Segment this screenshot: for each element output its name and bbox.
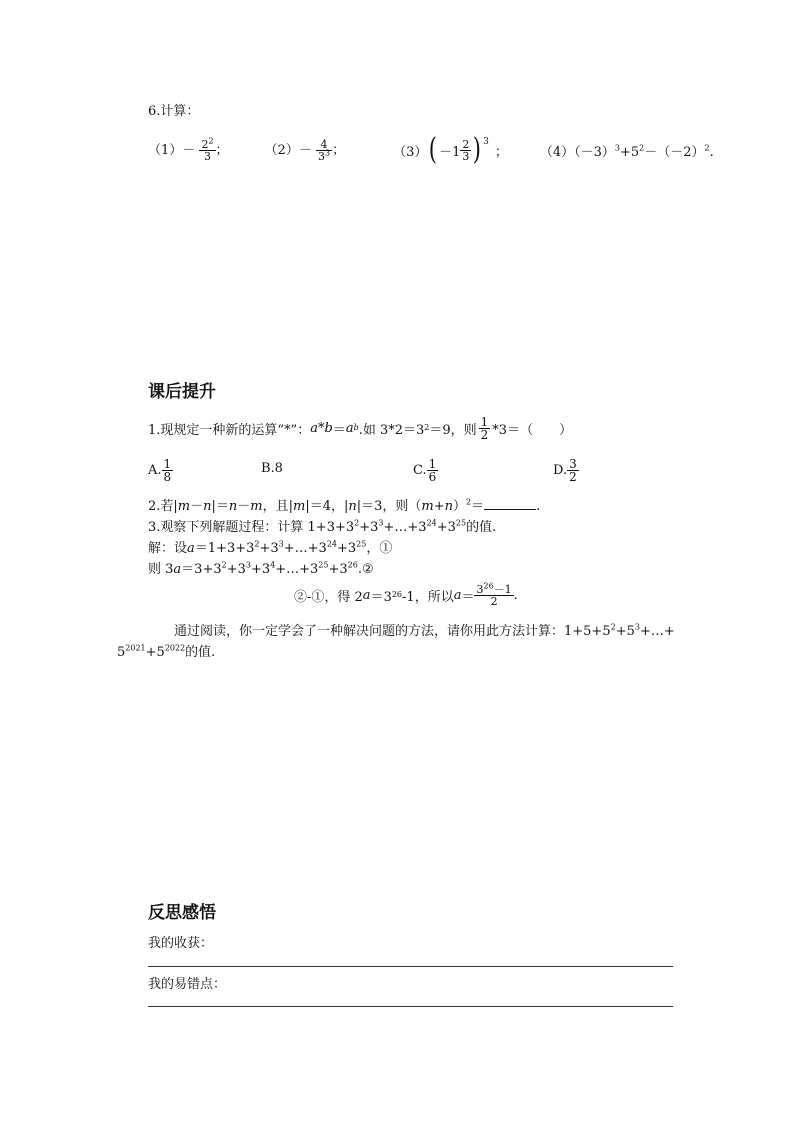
- part-4-label: （4）: [539, 144, 575, 160]
- section-heading-after-class: 课后提升: [148, 382, 216, 402]
- q2-text: ）: [453, 499, 467, 514]
- q1-option-c: [413, 455, 438, 485]
- q3-text: +…+3: [275, 562, 319, 577]
- q1-lead: 1.现规定一种新的运算“*”：: [148, 422, 311, 438]
- problem-6-title: 6.计算：: [148, 104, 200, 119]
- semicolon: ；: [215, 142, 229, 158]
- plus-sign: +: [433, 499, 445, 514]
- fraction-2: [316, 139, 332, 162]
- option-fraction: [162, 458, 174, 483]
- part-3-label: （3）: [393, 144, 428, 160]
- semicolon: ；: [494, 144, 508, 160]
- left-paren: (: [429, 132, 438, 167]
- q1-fraction: [479, 416, 491, 441]
- q3-text: 通过阅读，你一定学会了一种解决问题的方法，请你用此方法计算：1+5+5: [174, 624, 611, 639]
- var-n: n: [348, 499, 357, 514]
- part-4: [540, 141, 714, 160]
- q1-tail: *3＝（ ）: [492, 422, 573, 438]
- power-exponent: 3: [483, 137, 489, 147]
- option-label: D.: [553, 462, 568, 478]
- denominator-exponent: 3: [324, 147, 331, 157]
- numerator-base: 3: [476, 582, 484, 596]
- var-a: a: [173, 562, 182, 577]
- var-n: n: [444, 499, 454, 514]
- var-a: a: [345, 420, 354, 436]
- q3-text: 解：设: [148, 541, 188, 556]
- numerator: 1: [428, 456, 437, 471]
- period: .: [513, 587, 518, 603]
- q3-text: 3.观察下列解题过程：计算 1+3+3: [148, 520, 355, 535]
- exponent: 26: [347, 560, 358, 570]
- q2-text: 2.若|: [148, 499, 178, 514]
- semicolon: ；: [332, 142, 346, 158]
- denominator: 3: [462, 149, 470, 163]
- var-n: n: [203, 499, 212, 514]
- var-m: m: [177, 499, 191, 514]
- q1-example-end: ＝9，则: [429, 422, 477, 438]
- q2-text: |＝: [211, 499, 229, 514]
- q3-line-2: [148, 537, 392, 556]
- q2-text: ，且|: [262, 499, 294, 514]
- exponent: 2: [254, 539, 260, 549]
- exponent-c: 2: [704, 143, 710, 153]
- exponent: 2: [221, 560, 227, 570]
- q3-text: +3: [436, 520, 456, 535]
- q3-text: +…+3: [383, 520, 427, 535]
- numerator-exponent: 2: [208, 135, 214, 145]
- var-m: m: [250, 499, 263, 514]
- term-b: +5: [620, 144, 640, 160]
- var-n: n: [228, 499, 238, 514]
- q3-text: 5: [117, 645, 126, 660]
- q3-text: +3: [259, 541, 279, 556]
- numerator: 1: [480, 414, 489, 429]
- fraction-3: [460, 139, 471, 162]
- exponent: 25: [356, 539, 367, 549]
- section-heading-reflection: 反思感悟: [148, 903, 216, 923]
- exponent: 3: [378, 518, 384, 528]
- exponent: 2022: [164, 643, 186, 653]
- denominator: 2: [569, 469, 577, 484]
- error-answer-line[interactable]: [148, 1006, 673, 1007]
- period: .: [536, 499, 541, 514]
- minus-sign: －: [298, 142, 312, 158]
- var-a: a: [310, 420, 318, 436]
- numerator: 2: [462, 137, 470, 151]
- gain-label: 我的收获：: [148, 936, 214, 951]
- exponent: 2: [466, 497, 472, 507]
- denominator: 3: [203, 149, 211, 163]
- equals: ＝: [471, 499, 485, 514]
- exponent: 3: [278, 539, 284, 549]
- q1-option-a: [148, 455, 173, 485]
- q3-text: 的值.: [185, 645, 216, 660]
- q1-option-b: [261, 461, 283, 476]
- exponent: 4: [270, 560, 276, 570]
- part-3: [393, 132, 508, 167]
- q3-text: ＝3: [370, 589, 392, 605]
- exponent: 3: [245, 560, 251, 570]
- q3-text: -1，所以: [402, 589, 454, 605]
- denominator: 8: [163, 469, 172, 484]
- problem-6-row: [148, 132, 714, 168]
- gain-answer-line[interactable]: [148, 966, 673, 967]
- part-1-label: （1）: [148, 142, 183, 158]
- exponent-b: 2: [639, 143, 645, 153]
- var-a: a: [453, 587, 462, 603]
- q3-text: ②-①，得 2: [294, 589, 363, 605]
- q3-text: ，①: [366, 541, 393, 556]
- numerator-exponent: 26: [483, 580, 494, 590]
- exponent: 24: [326, 539, 337, 549]
- q3-fraction: [474, 580, 513, 608]
- answer-blank[interactable]: [484, 497, 536, 510]
- term-a: （－3）: [574, 144, 615, 160]
- q3-line-3: [148, 558, 374, 577]
- q3-text: +5: [615, 624, 635, 639]
- q3-text: +3: [359, 520, 379, 535]
- var-a: a: [187, 541, 195, 556]
- exponent: 25: [318, 560, 329, 570]
- q1-example: .如 3*2＝3: [358, 422, 425, 438]
- denominator-base: 3: [317, 149, 325, 163]
- var-a: a: [362, 587, 371, 603]
- part-1: [148, 135, 229, 163]
- q3-text: ＝1+3+3: [194, 541, 255, 556]
- term-c: －（－2）: [644, 144, 705, 160]
- denominator: 6: [428, 469, 437, 484]
- q3-text: +3: [226, 562, 246, 577]
- q3-text: +…+: [639, 624, 675, 639]
- minus-sign: －: [237, 499, 251, 514]
- option-label: A.: [148, 462, 162, 478]
- q3-text: .②: [357, 562, 374, 577]
- exponent: 3: [634, 622, 640, 632]
- exponent: 2: [610, 622, 616, 632]
- fraction-1: [199, 135, 215, 163]
- q1-option-d: [553, 455, 579, 485]
- numerator: 3: [569, 456, 577, 471]
- exponent-a: 3: [614, 143, 620, 153]
- part-2-label: （2）: [264, 142, 299, 158]
- exponent: 25: [455, 518, 467, 528]
- exponent: 2: [354, 518, 360, 528]
- question-2: [148, 495, 540, 514]
- q3-text: +3: [250, 562, 271, 577]
- q3-line-4: ②-①，得 2 a ＝3 26 -1，所以 a ＝ $\frac{3^{26}-1}{2}$ .: [294, 580, 518, 608]
- exponent: 24: [426, 518, 437, 528]
- q3-text: ＝: [461, 589, 475, 605]
- denominator: 2: [490, 594, 498, 608]
- q3-text: +…+3: [283, 541, 327, 556]
- minus-sign: －: [182, 142, 196, 158]
- option-label: C.: [413, 462, 427, 478]
- minus-sign: －: [190, 499, 204, 514]
- q3-task-line-2: [117, 641, 215, 660]
- q2-text: |＝3，则（: [356, 499, 422, 514]
- numerator: 4: [316, 139, 332, 151]
- mixed-whole: －1: [439, 144, 461, 160]
- numerator: 1: [163, 456, 172, 471]
- part-2: [265, 139, 346, 162]
- var-m: m: [293, 499, 306, 514]
- q2-text: |＝4，|: [305, 499, 349, 514]
- question-1: 1.现规定一种新的运算“*”： a * b ＝ a b .如 3*2＝3 2 ＝9，则 $\frac{1}{2}$ *3＝（ ）: [148, 414, 573, 442]
- q3-text: +5: [145, 645, 165, 660]
- right-paren: ): [473, 132, 482, 167]
- equals: ＝: [332, 422, 346, 438]
- q3-text: +3: [337, 541, 357, 556]
- var-b: b: [324, 420, 333, 436]
- option-label: B.8: [261, 461, 283, 476]
- var-m: m: [421, 499, 434, 514]
- q3-text: ＝3+3: [181, 562, 222, 577]
- exponent: 2021: [125, 643, 146, 653]
- option-fraction: [567, 458, 579, 483]
- q3-task-line-1: [148, 620, 675, 639]
- q3-text: 则 3: [148, 562, 174, 577]
- period: .: [709, 144, 714, 160]
- option-fraction: [427, 458, 439, 483]
- q3-line-1: [148, 516, 496, 535]
- numerator-base: 2: [201, 137, 209, 151]
- star-operator: *: [317, 420, 325, 436]
- q3-text: 的值.: [466, 520, 497, 535]
- q3-text: +3: [328, 562, 348, 577]
- numerator-tail: －1: [493, 582, 512, 596]
- denominator: 2: [480, 427, 489, 442]
- error-label: 我的易错点：: [148, 977, 227, 992]
